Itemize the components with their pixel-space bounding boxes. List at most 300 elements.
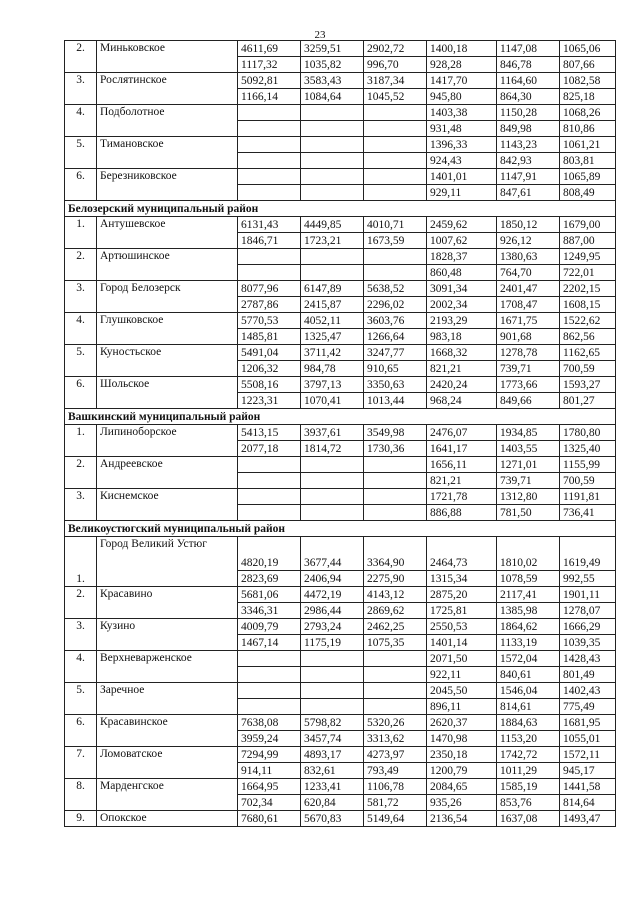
row-number: 5. [65,137,97,169]
value-cell: 1485,81 [238,329,301,345]
value-cell: 1278,07 [560,603,616,619]
value-cell: 1742,72 [497,747,560,763]
value-cell [238,699,301,715]
row-number: 1. [65,537,97,587]
value-cell: 1147,08 [497,41,560,57]
value-cell: 2823,69 [238,571,301,587]
value-cell: 926,12 [497,233,560,249]
value-cell: 1070,41 [301,393,364,409]
value-cell: 2071,50 [427,651,497,667]
value-cell: 5149,64 [364,811,427,827]
value-cell [301,169,364,185]
value-cell: 1681,95 [560,715,616,731]
value-cell [238,185,301,201]
value-cell: 842,93 [497,153,560,169]
value-cell: 1810,02 [497,537,560,571]
table-row [65,425,616,441]
value-cell: 808,49 [560,185,616,201]
value-cell [301,249,364,265]
value-cell: 814,64 [560,795,616,811]
value-cell [301,185,364,201]
value-cell: 984,78 [301,361,364,377]
value-cell: 1206,32 [238,361,301,377]
value-cell: 3797,13 [301,377,364,393]
value-cell: 1637,08 [497,811,560,827]
value-cell: 7294,99 [238,747,301,763]
value-cell: 807,66 [560,57,616,73]
table-row [65,489,616,505]
value-cell [238,169,301,185]
value-cell: 1155,99 [560,457,616,473]
settlement-name: Марденгское [97,779,238,811]
value-cell: 1013,44 [364,393,427,409]
value-cell: 1814,72 [301,441,364,457]
settlement-name: Липиноборское [97,425,238,457]
value-cell: 2084,65 [427,779,497,795]
value-cell: 5681,06 [238,587,301,603]
value-cell: 2350,18 [427,747,497,763]
row-number: 3. [65,73,97,105]
tariff-table [64,40,616,827]
value-cell: 6147,89 [301,281,364,297]
value-cell: 5770,53 [238,313,301,329]
district-name: Вашкинский муниципальный район [65,409,616,425]
value-cell: 1082,58 [560,73,616,89]
value-cell: 2869,62 [364,603,427,619]
value-cell: 2002,34 [427,297,497,313]
row-number: 6. [65,169,97,201]
value-cell: 1403,55 [497,441,560,457]
value-cell: 1011,29 [497,763,560,779]
value-cell: 3346,31 [238,603,301,619]
value-cell: 1385,98 [497,603,560,619]
value-cell: 1266,64 [364,329,427,345]
value-cell [238,153,301,169]
value-cell: 3937,61 [301,425,364,441]
value-cell: 1191,81 [560,489,616,505]
value-cell: 1065,06 [560,41,616,57]
value-cell [238,505,301,521]
value-cell: 3457,74 [301,731,364,747]
value-cell: 896,11 [427,699,497,715]
value-cell: 1641,17 [427,441,497,457]
value-cell [364,105,427,121]
settlement-name: Опокское [97,811,238,827]
value-cell: 2275,90 [364,571,427,587]
value-cell: 1493,47 [560,811,616,827]
value-cell: 4820,19 [238,537,301,571]
value-cell: 887,00 [560,233,616,249]
value-cell: 5092,81 [238,73,301,89]
value-cell: 928,28 [427,57,497,73]
value-cell: 5638,52 [364,281,427,297]
value-cell: 935,26 [427,795,497,811]
value-cell [364,651,427,667]
value-cell: 1312,80 [497,489,560,505]
value-cell [301,121,364,137]
value-cell [364,505,427,521]
value-cell: 1725,81 [427,603,497,619]
row-number: 1. [65,425,97,457]
value-cell: 1249,95 [560,249,616,265]
value-cell: 4449,85 [301,217,364,233]
value-cell: 2462,25 [364,619,427,635]
value-cell: 7638,08 [238,715,301,731]
value-cell: 3549,98 [364,425,427,441]
value-cell [301,105,364,121]
value-cell: 4273,97 [364,747,427,763]
value-cell: 1470,98 [427,731,497,747]
value-cell: 736,41 [560,505,616,521]
value-cell [238,489,301,505]
settlement-name: Киснемское [97,489,238,521]
value-cell: 1380,63 [497,249,560,265]
value-cell: 1656,11 [427,457,497,473]
table-row [65,651,616,667]
row-number: 5. [65,683,97,715]
value-cell: 4472,19 [301,587,364,603]
value-cell: 700,59 [560,473,616,489]
value-cell [238,137,301,153]
value-cell: 3350,63 [364,377,427,393]
value-cell: 1117,32 [238,57,301,73]
value-cell: 862,56 [560,329,616,345]
value-cell: 739,71 [497,473,560,489]
value-cell: 1039,35 [560,635,616,651]
value-cell: 1441,58 [560,779,616,795]
value-cell: 821,21 [427,361,497,377]
value-cell: 803,81 [560,153,616,169]
value-cell: 6131,43 [238,217,301,233]
value-cell: 1400,18 [427,41,497,57]
value-cell: 821,21 [427,473,497,489]
settlement-name: Заречное [97,683,238,715]
district-row [65,521,616,537]
settlement-name: Миньковское [97,41,238,73]
table-row [65,619,616,635]
value-cell: 620,84 [301,795,364,811]
value-cell: 764,70 [497,265,560,281]
table-row [65,73,616,89]
row-number: 4. [65,313,97,345]
value-cell: 886,88 [427,505,497,521]
value-cell [364,121,427,137]
value-cell: 702,34 [238,795,301,811]
value-cell: 801,27 [560,393,616,409]
value-cell [238,473,301,489]
value-cell: 8077,96 [238,281,301,297]
settlement-name: Ломоватское [97,747,238,779]
row-number: 9. [65,811,97,827]
table-row [65,345,616,361]
row-number: 3. [65,281,97,313]
value-cell: 2406,94 [301,571,364,587]
value-cell: 1608,15 [560,297,616,313]
value-cell: 2045,50 [427,683,497,699]
table-row [65,137,616,153]
value-cell [301,489,364,505]
value-cell: 3091,34 [427,281,497,297]
value-cell [364,153,427,169]
value-cell: 2401,47 [497,281,560,297]
value-cell [238,457,301,473]
value-cell: 1546,04 [497,683,560,699]
value-cell [301,473,364,489]
value-cell: 1143,23 [497,137,560,153]
value-cell: 1075,35 [364,635,427,651]
settlement-name: Андреевское [97,457,238,489]
value-cell: 1668,32 [427,345,497,361]
value-cell: 825,18 [560,89,616,105]
value-cell [238,105,301,121]
value-cell: 1162,65 [560,345,616,361]
value-cell: 2875,20 [427,587,497,603]
value-cell: 924,43 [427,153,497,169]
settlement-name: Верхневарженское [97,651,238,683]
value-cell [301,265,364,281]
value-cell: 1035,82 [301,57,364,73]
value-cell [238,121,301,137]
table-row [65,281,616,297]
value-cell: 810,86 [560,121,616,137]
value-cell: 2117,41 [497,587,560,603]
table-row [65,217,616,233]
value-cell: 2550,53 [427,619,497,635]
settlement-name: Артюшинское [97,249,238,281]
value-cell: 1278,78 [497,345,560,361]
value-cell: 1884,63 [497,715,560,731]
value-cell [364,185,427,201]
value-cell: 1708,47 [497,297,560,313]
value-cell: 1467,14 [238,635,301,651]
value-cell [364,683,427,699]
table-row [65,249,616,265]
value-cell: 1271,01 [497,457,560,473]
value-cell: 846,78 [497,57,560,73]
value-cell: 3364,90 [364,537,427,571]
value-cell [301,137,364,153]
settlement-name: Куностьское [97,345,238,377]
settlement-name: Красавинское [97,715,238,747]
value-cell: 2296,02 [364,297,427,313]
value-cell: 1007,62 [427,233,497,249]
value-cell: 1721,78 [427,489,497,505]
value-cell: 3677,44 [301,537,364,571]
value-cell: 1417,70 [427,73,497,89]
value-cell: 1045,52 [364,89,427,105]
value-cell: 922,11 [427,667,497,683]
value-cell: 781,50 [497,505,560,521]
table-row [65,313,616,329]
value-cell: 2476,07 [427,425,497,441]
value-cell: 1065,89 [560,169,616,185]
value-cell: 2420,24 [427,377,497,393]
value-cell: 4010,71 [364,217,427,233]
value-cell: 840,61 [497,667,560,683]
value-cell: 7680,61 [238,811,301,827]
value-cell: 4893,17 [301,747,364,763]
value-cell [301,683,364,699]
table-row [65,537,616,571]
value-cell: 1061,21 [560,137,616,153]
settlement-name: Глушковское [97,313,238,345]
value-cell: 1078,59 [497,571,560,587]
value-cell: 1150,28 [497,105,560,121]
value-cell: 1730,36 [364,441,427,457]
value-cell: 2077,18 [238,441,301,457]
value-cell: 1934,85 [497,425,560,441]
table-body [65,41,616,827]
value-cell [364,169,427,185]
value-cell: 3313,62 [364,731,427,747]
value-cell: 1223,31 [238,393,301,409]
value-cell [301,505,364,521]
table-row [65,747,616,763]
row-number: 3. [65,619,97,651]
value-cell [364,489,427,505]
value-cell: 1325,47 [301,329,364,345]
settlement-name: Березниковское [97,169,238,201]
table-row [65,105,616,121]
value-cell: 1315,34 [427,571,497,587]
value-cell: 1572,04 [497,651,560,667]
table-row [65,377,616,393]
value-cell: 3583,43 [301,73,364,89]
value-cell: 739,71 [497,361,560,377]
settlement-name: Рослятинское [97,73,238,105]
row-number: 8. [65,779,97,811]
value-cell: 2202,15 [560,281,616,297]
value-cell: 1175,19 [301,635,364,651]
value-cell: 722,01 [560,265,616,281]
value-cell: 1401,01 [427,169,497,185]
value-cell: 5320,26 [364,715,427,731]
row-number: 1. [65,217,97,249]
value-cell: 849,98 [497,121,560,137]
value-cell: 853,76 [497,795,560,811]
value-cell: 914,11 [238,763,301,779]
value-cell [364,265,427,281]
value-cell: 2415,87 [301,297,364,313]
value-cell: 3259,51 [301,41,364,57]
row-number: 5. [65,345,97,377]
value-cell: 992,55 [560,571,616,587]
value-cell: 793,49 [364,763,427,779]
value-cell: 775,49 [560,699,616,715]
value-cell: 5491,04 [238,345,301,361]
value-cell: 1723,21 [301,233,364,249]
settlement-name: Город Великий Устюг [97,537,238,587]
table-row [65,811,616,827]
value-cell: 4009,79 [238,619,301,635]
value-cell: 864,30 [497,89,560,105]
value-cell: 1585,19 [497,779,560,795]
table-row [65,457,616,473]
value-cell [301,699,364,715]
value-cell [364,667,427,683]
value-cell [301,667,364,683]
value-cell: 910,65 [364,361,427,377]
value-cell: 832,61 [301,763,364,779]
value-cell: 2986,44 [301,603,364,619]
value-cell: 860,48 [427,265,497,281]
value-cell: 1773,66 [497,377,560,393]
settlement-name: Город Белозерск [97,281,238,313]
value-cell [301,153,364,169]
value-cell: 1396,33 [427,137,497,153]
value-cell: 929,11 [427,185,497,201]
value-cell: 1166,14 [238,89,301,105]
value-cell [301,651,364,667]
value-cell: 1147,91 [497,169,560,185]
value-cell: 931,48 [427,121,497,137]
district-name: Белозерский муниципальный район [65,201,616,217]
value-cell: 1619,49 [560,537,616,571]
value-cell: 2459,62 [427,217,497,233]
row-number: 3. [65,489,97,521]
value-cell: 2193,29 [427,313,497,329]
value-cell: 1233,41 [301,779,364,795]
value-cell: 5413,15 [238,425,301,441]
value-cell: 1133,19 [497,635,560,651]
settlement-name: Кузино [97,619,238,651]
value-cell: 1325,40 [560,441,616,457]
value-cell: 2902,72 [364,41,427,57]
value-cell: 849,66 [497,393,560,409]
value-cell: 2787,86 [238,297,301,313]
value-cell: 983,18 [427,329,497,345]
value-cell: 1164,60 [497,73,560,89]
row-number: 2. [65,41,97,73]
row-number: 7. [65,747,97,779]
value-cell: 3603,76 [364,313,427,329]
value-cell: 801,49 [560,667,616,683]
value-cell: 901,68 [497,329,560,345]
value-cell: 1084,64 [301,89,364,105]
value-cell: 1106,78 [364,779,427,795]
value-cell: 5798,82 [301,715,364,731]
page-number: 23 [314,29,326,41]
district-name: Великоустюгский муниципальный район [65,521,616,537]
table-row [65,683,616,699]
settlement-name: Шольское [97,377,238,409]
value-cell: 1901,11 [560,587,616,603]
row-number: 2. [65,587,97,619]
value-cell: 2464,73 [427,537,497,571]
value-cell: 3959,24 [238,731,301,747]
value-cell: 1828,37 [427,249,497,265]
value-cell [238,651,301,667]
value-cell: 1671,75 [497,313,560,329]
table-row [65,169,616,185]
value-cell: 581,72 [364,795,427,811]
value-cell: 4052,11 [301,313,364,329]
row-number: 6. [65,377,97,409]
settlement-name: Подболотное [97,105,238,137]
value-cell: 945,17 [560,763,616,779]
value-cell [301,457,364,473]
table-row [65,41,616,57]
value-cell: 1055,01 [560,731,616,747]
value-cell [364,137,427,153]
value-cell: 945,80 [427,89,497,105]
settlement-name: Красавино [97,587,238,619]
value-cell: 1846,71 [238,233,301,249]
value-cell: 1068,26 [560,105,616,121]
value-cell [364,473,427,489]
row-number: 4. [65,651,97,683]
value-cell: 2793,24 [301,619,364,635]
